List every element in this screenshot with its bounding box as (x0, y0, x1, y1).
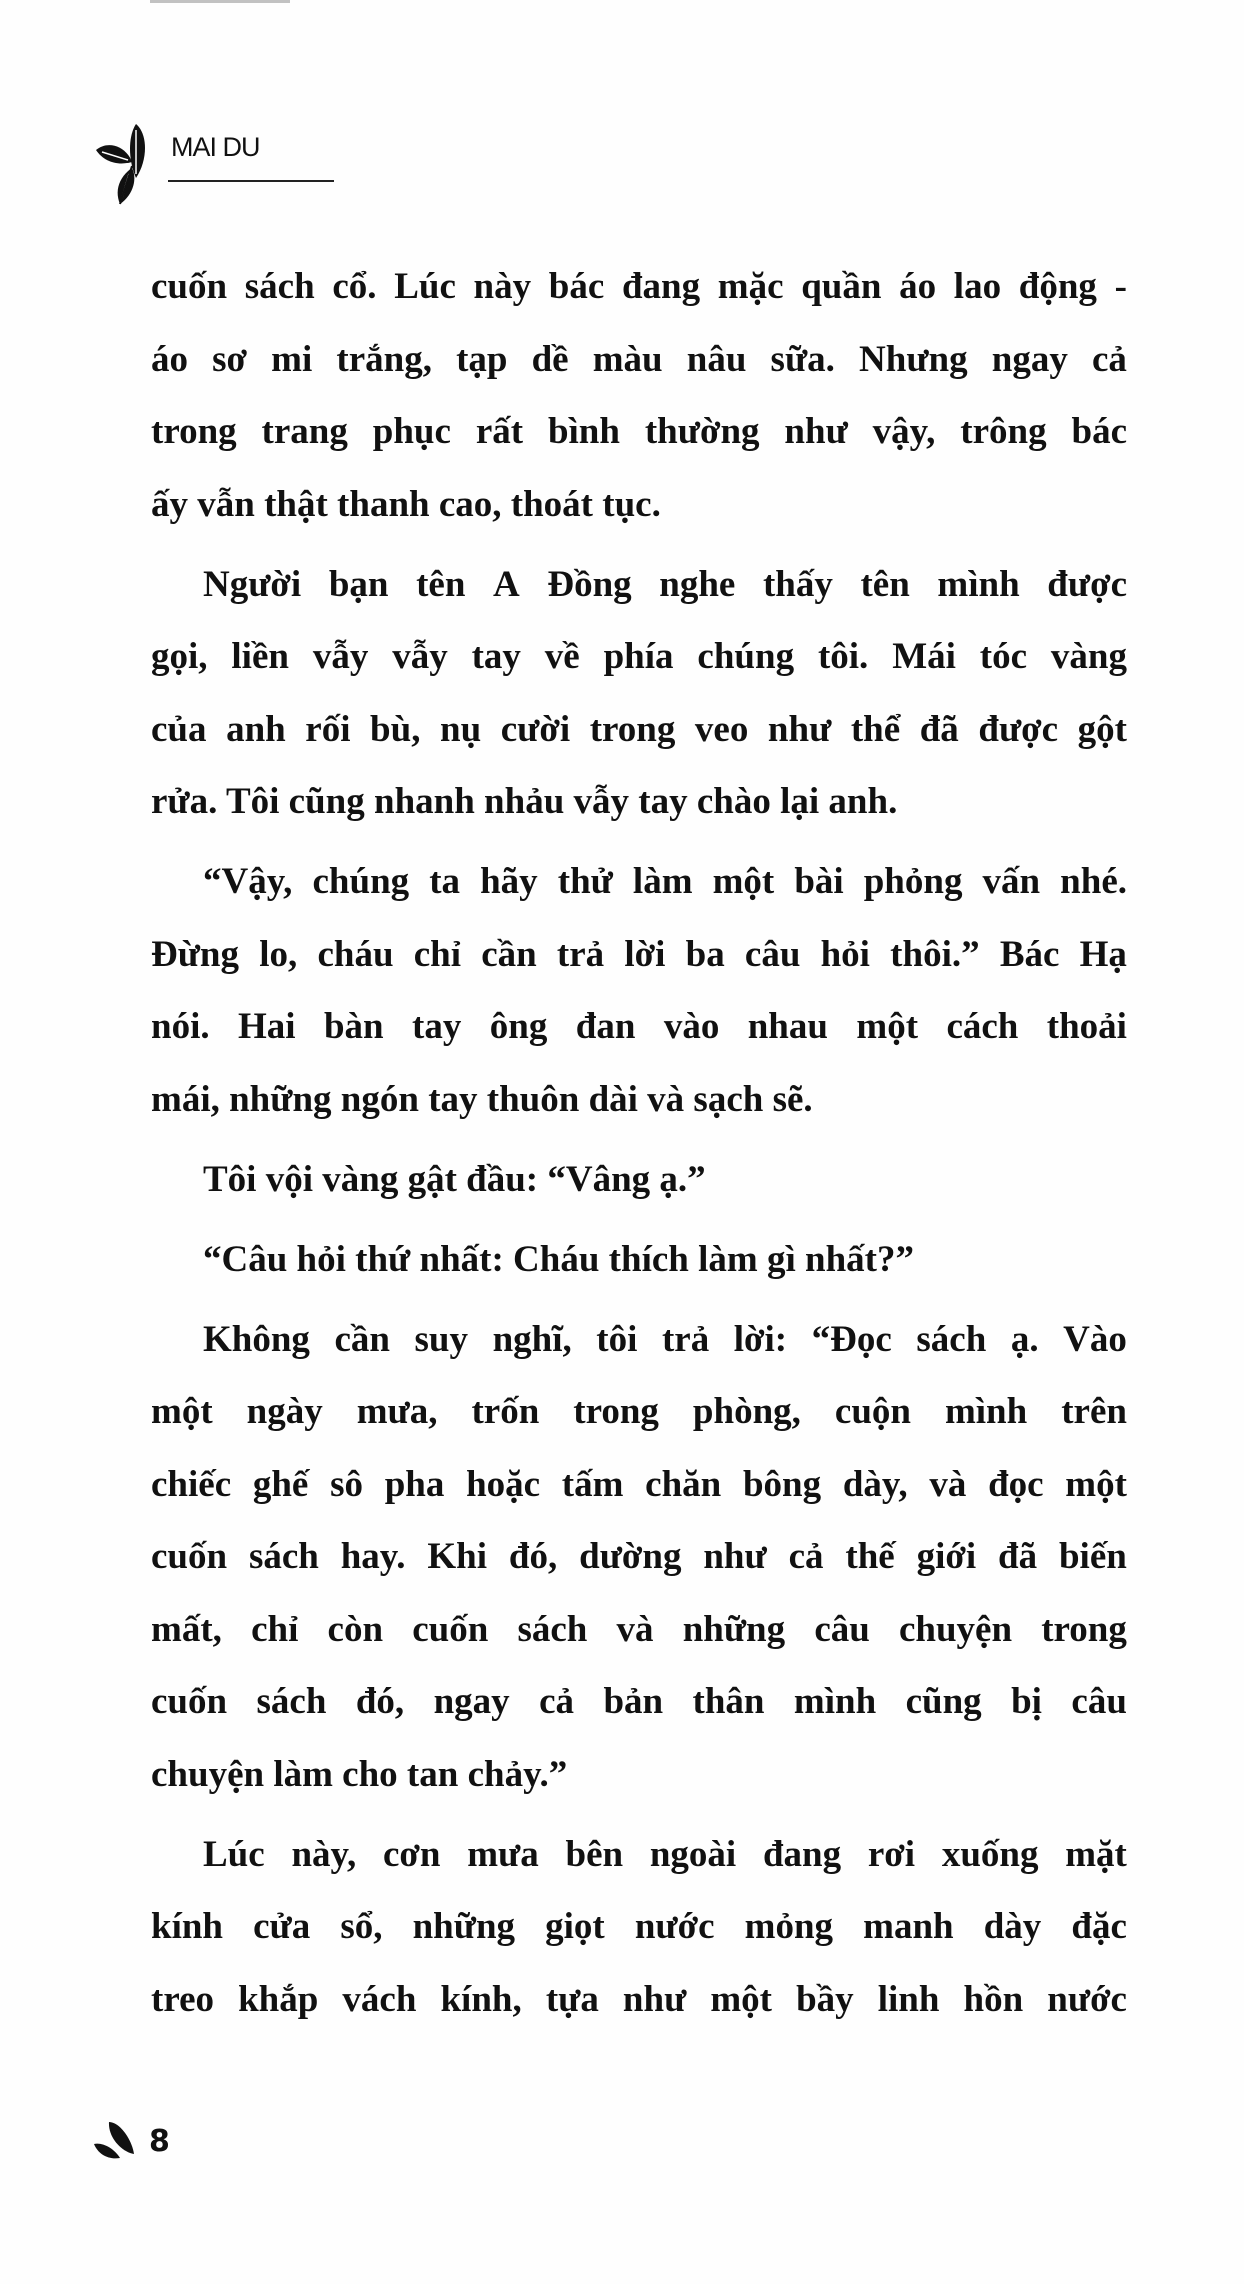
word: những (682, 1608, 786, 1650)
word: liền (231, 636, 289, 677)
word: ông (489, 1006, 548, 1047)
word: trong (573, 1391, 659, 1432)
text-line (151, 621, 1127, 694)
word: cần (334, 1318, 390, 1360)
word: cần (481, 933, 537, 975)
word: mỏng (744, 1906, 834, 1947)
word: tôi (596, 1318, 638, 1360)
word: và (616, 1608, 654, 1650)
word: cuốn (412, 1608, 489, 1650)
word: bài (794, 861, 844, 902)
word: sách (916, 1318, 987, 1360)
word: ghế (252, 1463, 309, 1505)
word: mặc (717, 266, 784, 307)
word: thử (557, 861, 613, 902)
word: sách (248, 1536, 319, 1577)
word: màu (592, 338, 663, 380)
word: phục (372, 411, 451, 452)
word: trắng, (336, 338, 432, 380)
text-line: “Câu hỏi thứ nhất: Cháu thích làm gì nhất?” (203, 1238, 914, 1280)
text-line (151, 549, 1127, 622)
word: treo (151, 1978, 214, 2020)
word: cổ. (332, 266, 377, 307)
word: cơn (382, 1833, 441, 1875)
word: trông (960, 411, 1047, 452)
word: lời (624, 933, 666, 975)
word: tên (860, 563, 910, 605)
word: cười (500, 708, 571, 750)
text-line (151, 396, 1127, 469)
word: chúng (697, 636, 795, 677)
word: ngày (246, 1391, 323, 1432)
word: trên (1061, 1391, 1127, 1432)
word: câu (744, 933, 801, 975)
word: như (703, 1536, 767, 1577)
word: mưa, (356, 1391, 438, 1432)
word: Lúc (394, 266, 456, 307)
word: làm (632, 861, 693, 902)
word: cuốn (151, 1681, 228, 1722)
paragraph (151, 1819, 1127, 2037)
word: Hai (238, 1006, 296, 1047)
word: bác (1071, 411, 1127, 452)
leaf-sprig-icon (92, 120, 164, 206)
word: lời: (733, 1318, 788, 1360)
word: bản (603, 1681, 664, 1722)
word: khắp (238, 1978, 319, 2020)
word: chỉ (413, 933, 462, 975)
word: đang (621, 266, 701, 307)
word: Lúc (203, 1833, 265, 1875)
text-line (151, 1891, 1127, 1964)
word: rơi (867, 1833, 916, 1875)
page-number: 8 (149, 2124, 170, 2159)
word: - (1114, 266, 1127, 307)
word: tựa (545, 1978, 599, 2020)
word: tạp (456, 338, 508, 380)
word: kính, (440, 1978, 522, 2020)
word: vẫy (392, 636, 448, 677)
word: ngay (991, 338, 1068, 380)
word: câu (814, 1608, 870, 1650)
word: cuốn (151, 1536, 228, 1577)
word: tóc (979, 636, 1028, 677)
word: về (544, 636, 580, 677)
text-line (151, 1819, 1127, 1892)
word: đọc (988, 1463, 1044, 1505)
word: hoặc (466, 1463, 541, 1505)
word: chiếc (151, 1463, 232, 1505)
word: trả (661, 1318, 710, 1360)
word: bác (548, 266, 605, 307)
paragraph (151, 1224, 1127, 1297)
running-header-author: MAI DU (171, 132, 260, 162)
word: vào (663, 1006, 720, 1047)
word: một (151, 1391, 213, 1432)
word: thường (644, 411, 760, 452)
word: thoải (1046, 1006, 1127, 1047)
word: quần (801, 266, 882, 307)
word: pha (384, 1463, 445, 1505)
leaf-icon (92, 2118, 138, 2162)
word: mình (944, 1391, 1028, 1432)
word: thấy (762, 563, 833, 605)
word: rối (305, 708, 351, 750)
word: Người (203, 563, 302, 605)
word: thôi.” (890, 933, 980, 975)
word: câu (1071, 1681, 1127, 1722)
word: Đồng (547, 563, 632, 605)
word: chúng (312, 861, 410, 902)
word: sách (517, 1608, 588, 1650)
word: “Đọc (811, 1318, 892, 1360)
word: nói. (151, 1006, 210, 1047)
word: cách (946, 1006, 1019, 1047)
word: giới (916, 1536, 977, 1577)
word: tôi. (817, 636, 869, 677)
text-line (151, 1594, 1127, 1667)
paragraph (151, 1144, 1127, 1217)
text-line (151, 991, 1127, 1064)
text-line (151, 846, 1127, 919)
word: bù, (370, 708, 421, 750)
word: Đừng (151, 933, 240, 975)
word: cả (539, 1681, 575, 1722)
word: đã (919, 708, 959, 750)
word: được (978, 708, 1059, 750)
word: này, (291, 1833, 357, 1875)
word: cũng (905, 1681, 982, 1722)
word: dày (983, 1906, 1042, 1947)
word: đó, (355, 1681, 405, 1722)
word: tay (412, 1006, 462, 1047)
word: nước (1047, 1978, 1127, 2020)
word: sách (244, 266, 315, 307)
word: phòng, (692, 1391, 801, 1432)
word: bông (742, 1463, 822, 1505)
word: của (151, 708, 207, 750)
word: tên (416, 563, 466, 605)
word: đó, (508, 1536, 558, 1577)
word: bình (547, 411, 620, 452)
word: hay. (340, 1536, 406, 1577)
word: Mái (892, 636, 956, 677)
paragraph (151, 549, 1127, 839)
word: còn (327, 1608, 384, 1650)
word: ạ. (1010, 1318, 1039, 1360)
word: sữa. (770, 338, 835, 380)
word: thể (850, 708, 901, 750)
word: cuốn (151, 266, 228, 307)
word: đan (575, 1006, 636, 1047)
word: veo (694, 708, 749, 750)
word: lao (953, 266, 1002, 307)
word: mi (271, 338, 313, 380)
word: vàng (1050, 636, 1127, 677)
text-line: ấy vẫn thật thanh cao, thoát tục. (151, 483, 661, 525)
word: chăn (645, 1463, 722, 1505)
word: Khi (427, 1536, 488, 1577)
word: bạn (328, 563, 389, 605)
paragraph (151, 1304, 1127, 1812)
word: mình (937, 563, 1020, 605)
word: dường (579, 1536, 682, 1577)
word: dề (531, 338, 569, 380)
word: vách (342, 1978, 417, 2020)
text-line (151, 1376, 1127, 1449)
word: vấn (982, 861, 1041, 902)
word: Nhưng (859, 338, 968, 380)
word: giọt (545, 1906, 605, 1947)
word: kính (151, 1906, 224, 1947)
word: gột (1077, 708, 1127, 750)
word: ngay (433, 1681, 510, 1722)
word: linh (877, 1978, 940, 2020)
word: Hạ (1079, 933, 1127, 975)
word: suy (414, 1318, 469, 1360)
word: bầy (796, 1978, 854, 2020)
word: đã (998, 1536, 1038, 1577)
word: sổ, (340, 1906, 383, 1947)
text-line (151, 919, 1127, 992)
word: tay (471, 636, 521, 677)
word: “Vậy, (203, 861, 293, 902)
word: như (622, 1978, 687, 2020)
text-line (151, 1964, 1127, 2037)
word: đặc (1071, 1906, 1127, 1947)
word: nghĩ, (492, 1318, 572, 1360)
word: trong (589, 708, 676, 750)
word: thân (692, 1681, 765, 1722)
word: gọi, (151, 636, 208, 677)
word: mình (793, 1681, 877, 1722)
text-line: Tôi vội vàng gật đầu: “Vâng ạ.” (203, 1158, 706, 1200)
text-line (151, 1521, 1127, 1594)
word: một (710, 1978, 773, 2020)
word: A (493, 563, 520, 605)
word: sô (330, 1463, 363, 1505)
word: đang (762, 1833, 842, 1875)
word: được (1047, 563, 1127, 605)
word: bàn (323, 1006, 384, 1047)
text-line (151, 1666, 1127, 1739)
word: một (856, 1006, 919, 1047)
page-body (151, 251, 1127, 2036)
word: ta (429, 861, 461, 902)
word: Không (203, 1318, 310, 1360)
text-line (151, 324, 1127, 397)
word: trang (261, 411, 348, 452)
word: manh (863, 1906, 954, 1947)
word: nâu (686, 338, 747, 380)
word: cháu (317, 933, 394, 975)
word: áo (151, 338, 188, 380)
word: như (784, 411, 848, 452)
word: trong (1041, 1608, 1127, 1650)
word: Bác (999, 933, 1060, 975)
text-line: rửa. Tôi cũng nhanh nhảu vẫy tay chào lại anh. (151, 781, 898, 822)
word: sách (256, 1681, 327, 1722)
word: Vào (1063, 1318, 1127, 1360)
word: động (1018, 266, 1097, 307)
word: thế (845, 1536, 895, 1577)
word: nhau (747, 1006, 828, 1047)
word: sơ (212, 338, 248, 380)
word: nước (634, 1906, 715, 1947)
word: hồn (963, 1978, 1024, 2020)
word: mất, (151, 1608, 222, 1650)
word: chuyện (898, 1608, 1013, 1650)
text-line: mái, những ngón tay thuôn dài và sạch sẽ. (151, 1078, 813, 1120)
word: mặt (1065, 1833, 1127, 1875)
word: tấm (561, 1463, 624, 1505)
word: nụ (440, 708, 482, 750)
word: phỏng (863, 861, 963, 902)
word: một (1065, 1463, 1127, 1505)
word: một (712, 861, 775, 902)
word: hãy (480, 861, 538, 902)
word: nhé. (1060, 861, 1127, 902)
text-line (151, 1449, 1127, 1522)
paragraph (151, 251, 1127, 541)
text-line (151, 1304, 1127, 1377)
word: và (929, 1463, 967, 1505)
word: dày, (842, 1463, 908, 1505)
word: mưa (467, 1833, 539, 1875)
word: áo (899, 266, 937, 307)
word: cửa (253, 1906, 311, 1947)
word: trốn (471, 1391, 540, 1432)
word: hỏi (820, 933, 870, 975)
word: rất (475, 411, 524, 452)
word: như (767, 708, 832, 750)
word: ngoài (649, 1833, 737, 1875)
word: cả (788, 1536, 824, 1577)
word: trong (151, 411, 237, 452)
text-line (151, 251, 1127, 324)
word: trả (556, 933, 605, 975)
paragraph (151, 846, 1127, 1136)
word: anh (226, 708, 286, 750)
word: chỉ (251, 1608, 299, 1650)
scan-artifact (150, 0, 290, 3)
text-line (151, 694, 1127, 767)
word: bị (1011, 1681, 1042, 1722)
word: cuộn (834, 1391, 911, 1432)
header-rule (168, 180, 334, 182)
word: nghe (659, 563, 736, 605)
word: vậy, (872, 411, 936, 452)
word: phía (603, 636, 674, 677)
text-line: chuyện làm cho tan chảy.” (151, 1753, 568, 1795)
word: lo, (259, 933, 298, 975)
word: những (412, 1906, 516, 1947)
word: bên (565, 1833, 624, 1875)
word: này (473, 266, 532, 307)
word: cả (1091, 338, 1127, 380)
word: biến (1058, 1536, 1127, 1577)
word: ba (685, 933, 725, 975)
word: xuống (941, 1833, 1039, 1875)
word: vẫy (312, 636, 369, 677)
